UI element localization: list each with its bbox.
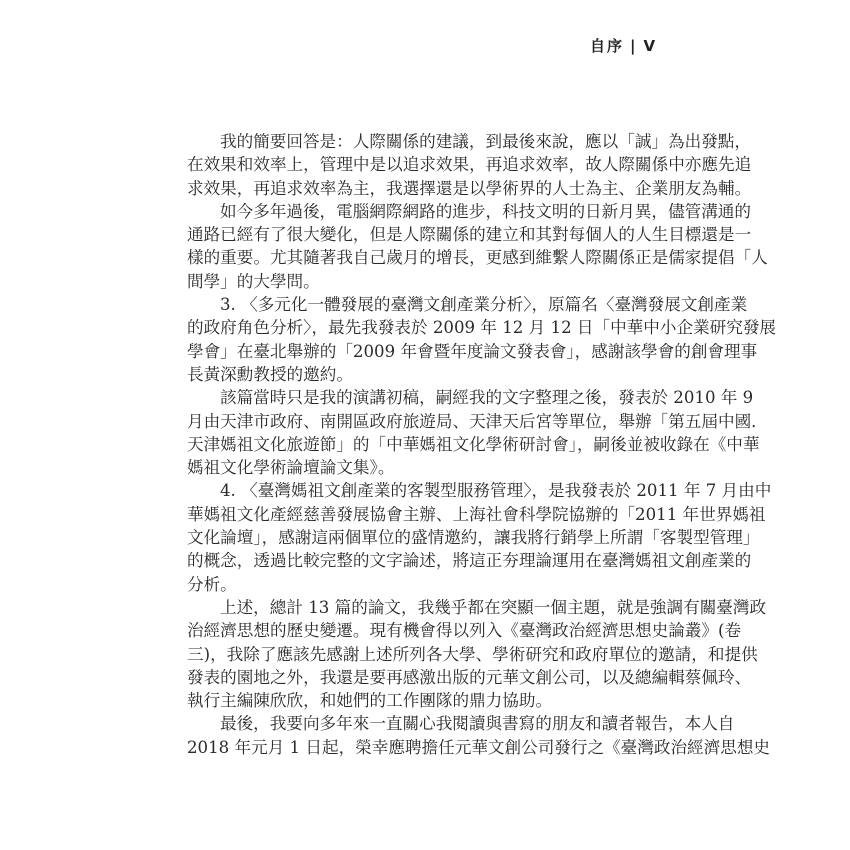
text-line: 樣的重要。尤其隨著我自己歲月的增長，更感到維繫人際關係正是儒家提倡「人	[187, 248, 768, 268]
header-divider: |	[630, 37, 638, 55]
text-line: 執行主編陳欣欣，和她們的工作團隊的鼎力協助。	[187, 691, 553, 711]
text-line: 發表的園地之外，我還是要再感激出版的元華文創公司，以及總編輯蔡佩玲、	[187, 667, 752, 687]
text-line: 3. 〈多元化一體發展的臺灣文創產業分析〉，原篇名〈臺灣發展文創產業	[220, 295, 748, 315]
text-line: 天津媽祖文化旅遊節」的「中華媽祖文化學術研討會」，嗣後並被收錄在《中華	[187, 434, 760, 454]
text-line: 如今多年過後，電腦網際網路的進步，科技文明的日新月異，儘管溝通的	[220, 201, 751, 221]
text-line: 的概念，透過比較完整的文字論述，將這正夯理論運用在臺灣媽祖文創產業的	[187, 551, 752, 571]
text-line: 通路已經有了很大變化，但是人際關係的建立和其對每個人的人生目標還是一	[187, 225, 752, 245]
text-line: 分析。	[187, 574, 237, 594]
paragraph	[187, 386, 768, 479]
text-line: 最後，我要向多年來一直關心我閱讀與書寫的朋友和讀者報告，本人自	[220, 714, 735, 734]
text-line: 三)，我除了應該先感謝上述所列各大學、學術研究和政府單位的邀請，和提供	[187, 644, 758, 664]
text-line: 在效果和效率上，管理中是以追求效果，再追求效率，故人際關係中亦應先追	[187, 155, 752, 175]
text-line: 媽祖文化學術論壇論文集》。	[187, 458, 395, 478]
text-line: 學會」在臺北舉辦的「2009 年會暨年度論文發表會」，感謝該學會的創會理事	[187, 341, 758, 361]
running-header	[590, 35, 657, 56]
text-line: 文化論壇」，感謝這兩個單位的盛情邀約，讓我將行銷學上所謂「客製型管理」	[187, 528, 760, 548]
text-line: 月由天津市政府、南開區政府旅遊局、天津天后宮等單位，舉辦「第五屆中國．	[187, 411, 768, 431]
text-line: 上述，總計 13 篇的論文，我幾乎都在突顯一個主題，就是強調有關臺灣政	[220, 597, 767, 617]
paragraph	[187, 712, 771, 759]
paragraph	[187, 293, 777, 386]
text-line: 華媽祖文化產經慈善發展協會主辦、上海社會科學院協辦的「2011 年世界媽祖	[187, 504, 766, 524]
section-title: 自序	[590, 37, 625, 55]
paragraph	[187, 596, 767, 712]
text-line: 4. 〈臺灣媽祖文創產業的客製型服務管理〉，是我發表於 2011 年 7 月由中	[220, 481, 772, 501]
text-line: 我的簡要回答是：人際關係的建議，到最後來說，應以「誠」為出發點，	[220, 132, 751, 151]
paragraph	[187, 130, 752, 200]
text-line: 求效果，再追求效率為主，我選擇還是以學術界的人士為主、企業朋友為輔。	[187, 178, 752, 198]
text-line: 該篇當時只是我的演講初稿，嗣經我的文字整理之後，發表於 2010 年 9	[220, 388, 754, 408]
paragraph	[187, 200, 768, 293]
paragraph	[187, 479, 772, 595]
page-number: V	[643, 37, 658, 55]
text-line: 2018 年元月 1 日起，榮幸應聘擔任元華文創公司發行之《臺灣政治經濟思想史	[187, 737, 771, 757]
text-line: 的政府角色分析〉，最先我發表於 2009 年 12 月 12 日「中華中小企業研究發展	[187, 318, 777, 338]
text-line: 長黃深勳教授的邀約。	[187, 364, 353, 384]
text-line: 治經濟思想的歷史變遷。現有機會得以列入《臺灣政治經濟思想史論叢》(卷	[187, 621, 742, 641]
body-text	[187, 130, 777, 759]
text-line: 間學」的大學問。	[187, 271, 320, 291]
